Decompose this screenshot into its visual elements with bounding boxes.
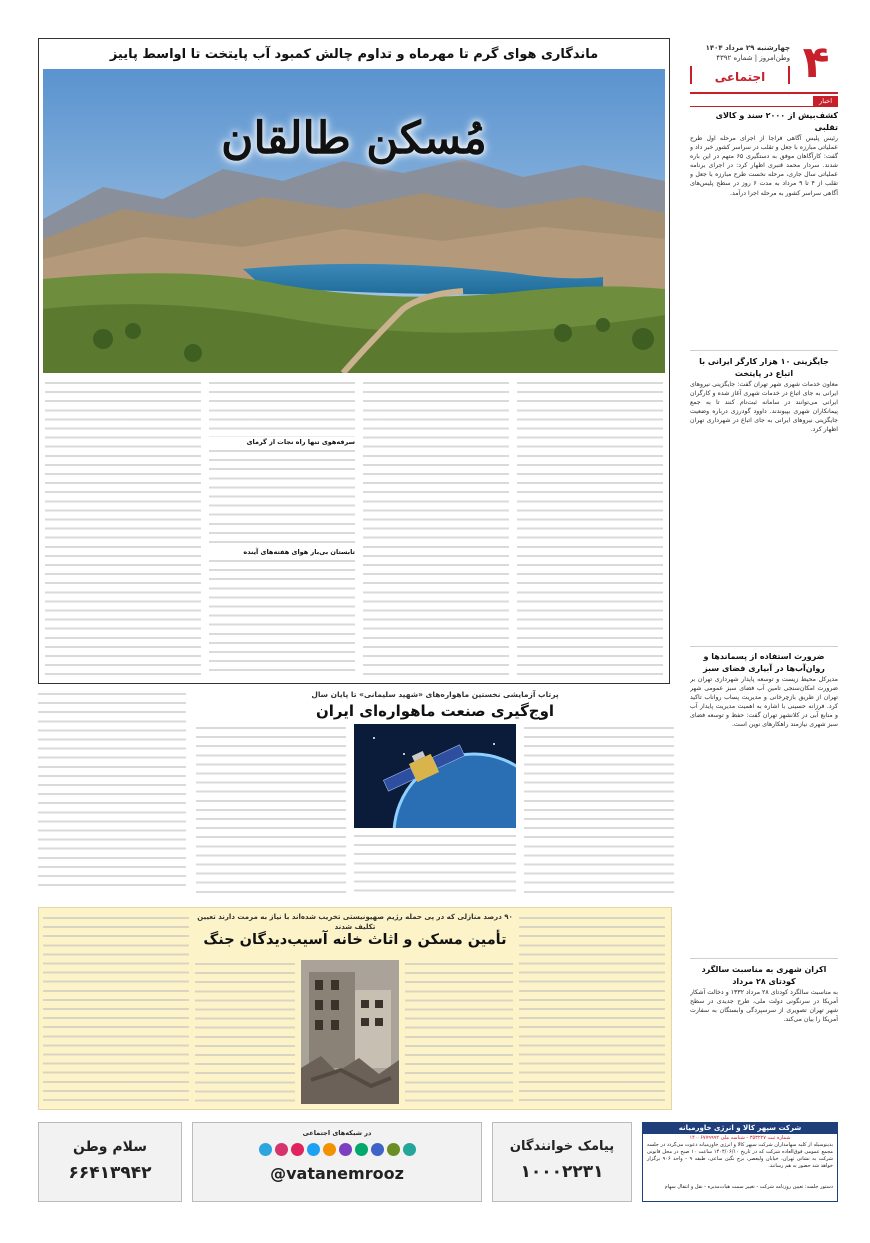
satellite-column [354, 832, 516, 894]
news4-title: اکران شهری به مناسبت سالگرد کودتای ۲۸ مرداد [701, 965, 827, 986]
lead-story [38, 38, 670, 684]
news-tag [690, 96, 838, 107]
ad-subtitle: شماره ثبت ۳۵۳۲۲۷ - شناسه ملی ۱۴۰۰۶۷۷۹۹۹۲ [689, 1135, 791, 1141]
twitter-icon[interactable] [307, 1143, 320, 1156]
news-item-3 [690, 651, 838, 951]
lead-subhead-2: تابستان بی‌بار هوای هفته‌های آینده [243, 548, 355, 556]
satellite-kicker: پرتاب آزمایشی نخستین ماهواره‌های «شهید سلیمانی» تا پایان سال [311, 690, 559, 699]
news4-body: به مناسبت سالگرد کودتای ۲۸ مرداد ۱۳۳۲ و دخالت آشکار آمریکا در سرنگونی دولت ملی، طرح جدیدی در سطح شهر تهران تصویری از سرسپردگی وابستگان به سفارت آمریکا را بیان می‌کند. [690, 989, 838, 1024]
masthead-rule [690, 92, 838, 94]
news-sidebar [690, 96, 838, 1024]
lead-column [517, 379, 663, 677]
ad-body: بدینوسیله از کلیه سهامداران شرکت سپهر کالا و انرژی خاورمیانه دعوت می‌گردد در جلسه مجمع عمومی فوق‌العاده شرکت که در تاریخ ۱۴۰۴/۰۶/۱۰ ساعت ۱۰ صبح در محل قانونی شرکت به نشانی تهران، خیابان ولیعصر، برج نگین ساعی، طبقه ۹ - واحد ۹۰۶ برگزار خواهد شد حضور به هم رسانند. [647, 1142, 833, 1169]
social-handle[interactable]: @vatanemrooz [270, 1164, 404, 1183]
news2-body: معاون خدمات شهری شهر تهران گفت: جایگزینی نیروهای ایرانی به جای اتباع در خدمات شهری آغاز شده و کارگران ایرانی می‌توانند در سامانه ثبت‌نام کنند تا به جمع پیمانکاران شهری بپیوندند. داوود گودرزی درباره وضعیت جایگزینی نیروهای ایرانی به جای اتباع در شهرداری تهران اظهار کرد. [690, 381, 838, 434]
eitaa-icon[interactable] [323, 1143, 336, 1156]
legal-ad [642, 1122, 838, 1202]
lead-column [209, 379, 355, 677]
news-item-2 [690, 356, 838, 642]
news-item-4 [690, 964, 838, 1106]
news1-title: کشف‌بیش از ۲۰۰۰ سند و کالای تقلبی [715, 111, 838, 132]
telegram-icon[interactable] [259, 1143, 272, 1156]
bale-icon[interactable] [355, 1143, 368, 1156]
satellite-column [196, 724, 346, 894]
column-left [38, 690, 186, 890]
salam-box [38, 1122, 182, 1202]
issue-date: چهارشنبه ۲۹ مرداد ۱۴۰۴ [705, 44, 790, 52]
masthead [690, 37, 838, 88]
satellite-column [524, 724, 674, 894]
sms-label: پیامک خوانندگان [509, 1139, 615, 1154]
news-item-1 [690, 110, 838, 360]
housing-headline: تأمین مسکن و اثاث خانه آسیب‌دیدگان جنگ [203, 932, 507, 948]
satellite-icon [354, 724, 516, 828]
page-number: ۴ [802, 37, 830, 88]
ad-title: شرکت سپهر کالا و انرژی خاورمیانه [643, 1123, 837, 1134]
soroush-icon[interactable] [371, 1143, 384, 1156]
lead-column [45, 379, 201, 677]
divider [690, 958, 838, 959]
housing-kicker: ۹۰ درصد منازلی که در پی حمله رژیم صهیونیستی تخریب شده‌اند با نیاز به مرمت دارند تعیین تکلیف شدند [197, 913, 513, 931]
news1-body: رئیس پلیس آگاهی فراجا از اجرای مرحله اول طرح عملیاتی مبارزه با جعل و تقلب در سراسر کشور خبر داد و گفت: کارآگاهان موفق به دستگیری ۶۵ متهم در این باره شدند. سردار محمد قنبری اظهار کرد: در اجرای برنامه عملیاتی سال جاری، مرحله نخست طرح مبارزه با جعل و تقلب از ۴ تا ۹ مرداد به مدت ۶ روز در سطح پلیس‌های آگاهی سراسر کشور به مرحله اجرا درآمد. [690, 135, 838, 197]
lead-headline: مُسکن طالقان [221, 113, 487, 164]
satellite-story [196, 690, 674, 894]
salam-label: سلام وطن [72, 1139, 148, 1155]
social-icons [193, 1143, 481, 1156]
divider [690, 646, 838, 647]
social-box [192, 1122, 482, 1202]
news-tag-label: اخبار [813, 96, 838, 106]
issue-number: وطن‌امروز | شماره ۴۳۹۲ [716, 54, 790, 62]
social-label: در شبکه‌های اجتماعی [302, 1129, 372, 1137]
lead-column [363, 379, 509, 677]
salam-number: ۶۶۴۱۳۹۴۲ [68, 1163, 152, 1183]
lead-body [45, 379, 663, 679]
divider [690, 350, 838, 351]
sms-box [492, 1122, 632, 1202]
igap-icon[interactable] [387, 1143, 400, 1156]
lead-kicker: ماندگاری هوای گرم تا مهرماه و تداوم چالش کمبود آب پایتخت تا اواسط پاییز [109, 47, 599, 62]
footer-bar [38, 1122, 838, 1202]
lead-photo [43, 69, 665, 373]
gap-icon[interactable] [403, 1143, 416, 1156]
aparat-icon[interactable] [291, 1143, 304, 1156]
housing-column [519, 914, 665, 1104]
ad-agenda: دستور جلسه: تعیین روزنامه شرکت - تغییر سمت هیات‌مدیره - نقل و انتقال سهام [664, 1184, 833, 1190]
satellite-headline: اوج‌گیری صنعت ماهواره‌ای ایران [315, 702, 555, 720]
lead-subhead-1: سرفه‌هوی تنها راه نجات از گرمای [246, 438, 355, 446]
news2-title: جایگزینی ۱۰ هزار کارگر ایرانی با اتباع در پایتخت [699, 357, 829, 378]
sms-number: ۱۰۰۰۲۲۳۱ [520, 1162, 604, 1182]
section-label [690, 66, 790, 84]
satellite-image [354, 724, 516, 828]
news3-title: ضرورت استفاده از پسماندها و روان‌آب‌ها در آبیاری فضای سبز [703, 652, 825, 673]
damaged-building-image [301, 960, 399, 1104]
housing-column [405, 960, 513, 1104]
housing-story [38, 907, 672, 1110]
housing-column [195, 960, 295, 1104]
housing-column [43, 914, 189, 1104]
instagram-icon[interactable] [275, 1143, 288, 1156]
section-title: اجتماعی [714, 70, 766, 84]
news3-body: مدیرکل محیط زیست و توسعه پایدار شهرداری تهران بر ضرورت امکان‌سنجی تامین آب فضای سبز عمومی شهر تهران از طریق بازچرخانی و مدیریت پساب رواناب تاکید کرد. فرزانه حسینی با اشاره به اهمیت مدیریت پایدار آب و منابع آبی در کلانشهر تهران گفت: حفظ و توسعه فضای سبز شهری نیازمند راهکارهای نوین است. [690, 676, 838, 729]
housing-photo [301, 960, 399, 1104]
rubika-icon[interactable] [339, 1143, 352, 1156]
